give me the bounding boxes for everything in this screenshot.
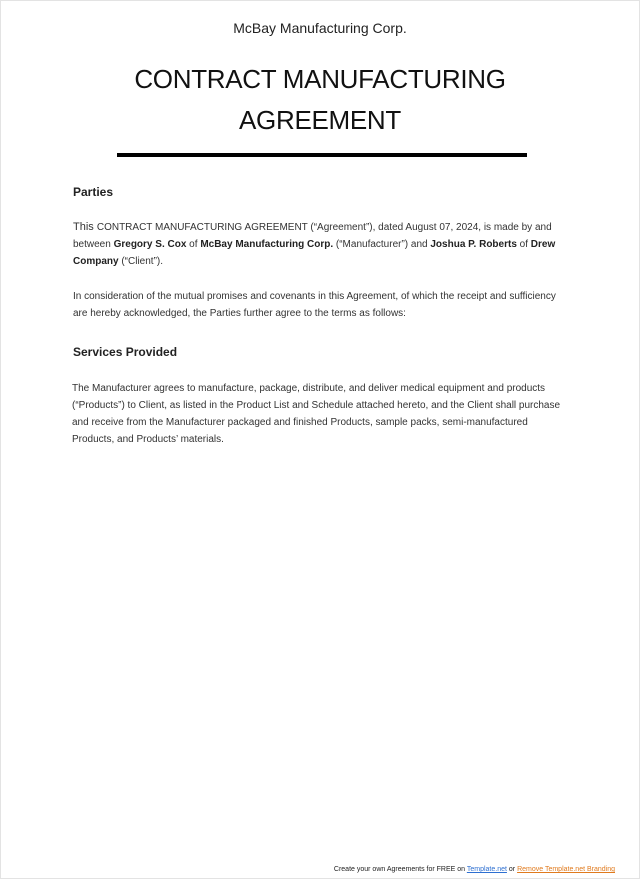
parties-text-6: (“Client”). [118,256,164,267]
services-paragraph-1: The Manufacturer agrees to manufacture, package, distribute, and deliver medical equipment and products (“Products”) to Client, as listed in the Product List and Schedule attached hereto, and the Client shall purchase and receive from the Manufacturer packaged and finished Products, sample packs, semi-manufactured Products, and Products’ materials. [72,383,561,445]
parties-text-5: of [516,239,531,250]
template-net-link[interactable]: Template.net [466,866,507,873]
parties-paragraph-2: In consideration of the mutual promises and covenants in this Agreement, of which the receipt and sufficiency are hereby acknowledged, the Parties further agree to the terms as follows: [73,291,556,319]
parties-heading: Parties [73,185,114,199]
company-name: McBay Manufacturing Corp. [233,20,407,36]
parties-text-4: (“Manufacturer”) and [333,239,431,250]
services-heading: Services Provided [73,345,178,359]
document-title: CONTRACT MANUFACTURING AGREEMENT [134,64,506,135]
remove-branding-link[interactable]: Remove Template.net Branding [517,866,615,873]
parties-text-3: of [186,239,201,250]
footer-prefix: Create your own Agreements for FREE on [333,866,467,873]
party2-company: Drew Company [73,239,556,267]
parties-text-2: CONTRACT MANUFACTURING AGREEMENT (“Agreement”), dated August 07, 2024, is made by and between [73,222,552,250]
parties-text-1: This [73,221,97,233]
footer-middle: or [506,866,518,873]
title-divider [117,153,527,157]
party1-company: McBay Manufacturing Corp. [200,239,334,250]
party2-name: Joshua P. Roberts [430,239,517,250]
parties-paragraph-1 [73,219,565,270]
footer-promo [334,866,615,873]
party1-name: Gregory S. Cox [113,239,187,250]
